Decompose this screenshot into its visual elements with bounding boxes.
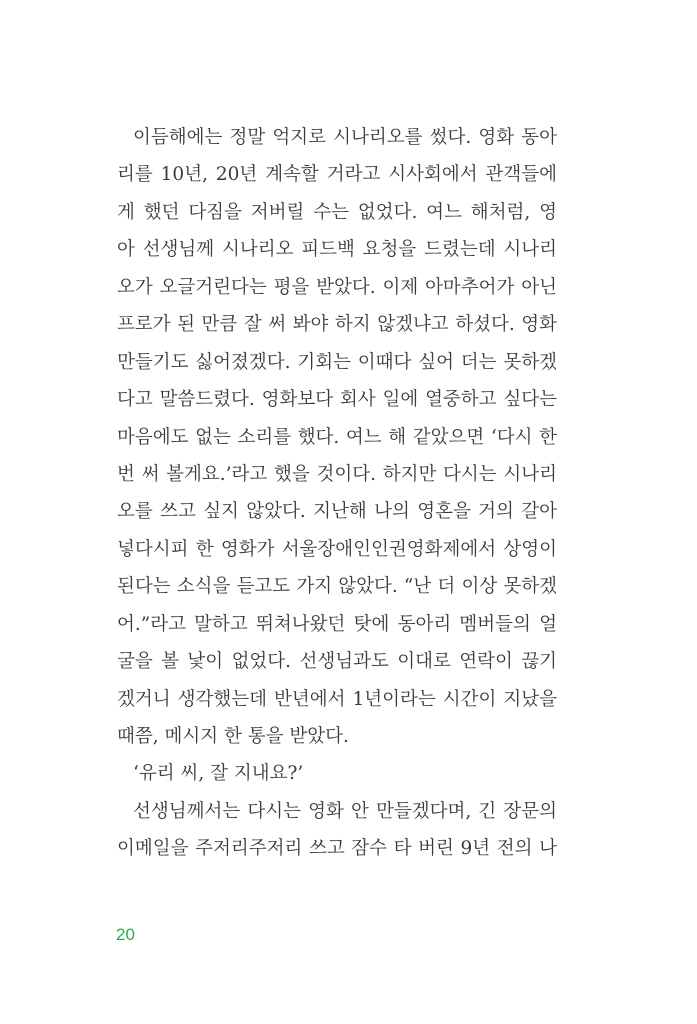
text-line: 때쯤, 메시지 한 통을 받았다. (117, 726, 349, 747)
text-line: 리를 10년, 20년 계속할 거라고 시사회에서 관객들에 (117, 164, 557, 186)
text-line: 된다는 소식을 듣고도 가지 않았다. “난 더 이상 못하겠 (117, 576, 557, 598)
text-line: 다고 말씀드렸다. 영화보다 회사 일에 열중하고 싶다는 (117, 389, 557, 411)
text-line: 겠거니 생각했는데 반년에서 1년이라는 시간이 지났을 (117, 688, 557, 710)
text-line: 굴을 볼 낯이 없었다. 선생님과도 이대로 연락이 끊기 (117, 651, 557, 673)
text-line: 오를 쓰고 싶지 않았다. 지난해 나의 영혼을 거의 갈아 (117, 501, 557, 523)
text-line: 게 했던 다짐을 저버릴 수는 없었다. 여느 해처럼, 영 (117, 201, 557, 223)
quoted-message-line: ‘유리 씨, 잘 지내요?’ (133, 763, 304, 785)
text-line: 프로가 된 만큼 잘 써 봐야 하지 않겠냐고 하셨다. 영화 (117, 314, 557, 336)
text-line: 이듬해에는 정말 억지로 시나리오를 썼다. 영화 동아 (133, 127, 557, 148)
text-line: 오가 오글거린다는 평을 받았다. 이제 아마추어가 아닌 (117, 276, 557, 298)
page-number: 20 (116, 925, 135, 944)
text-line: 아 선생님께 시나리오 피드백 요청을 드렸는데 시나리 (117, 239, 557, 261)
text-line: 만들기도 싫어졌겠다. 기회는 이때다 싶어 더는 못하겠 (117, 351, 557, 373)
body-text (117, 119, 557, 868)
text-line: 마음에도 없는 소리를 했다. 여느 해 같았으면 ‘다시 한 (117, 426, 557, 448)
text-line: 넣다시피 한 영화가 서울장애인인권영화제에서 상영이 (117, 538, 557, 560)
text-line: 선생님께서는 다시는 영화 안 만들겠다며, 긴 장문의 (133, 800, 557, 822)
text-line: 이메일을 주저리주저리 쓰고 잠수 타 버린 9년 전의 나 (117, 838, 557, 860)
text-line: 번 써 볼게요.’라고 했을 것이다. 하지만 다시는 시나리 (117, 463, 557, 485)
text-line: 어.”라고 말하고 뛰쳐나왔던 탓에 동아리 멤버들의 얼 (117, 613, 557, 635)
